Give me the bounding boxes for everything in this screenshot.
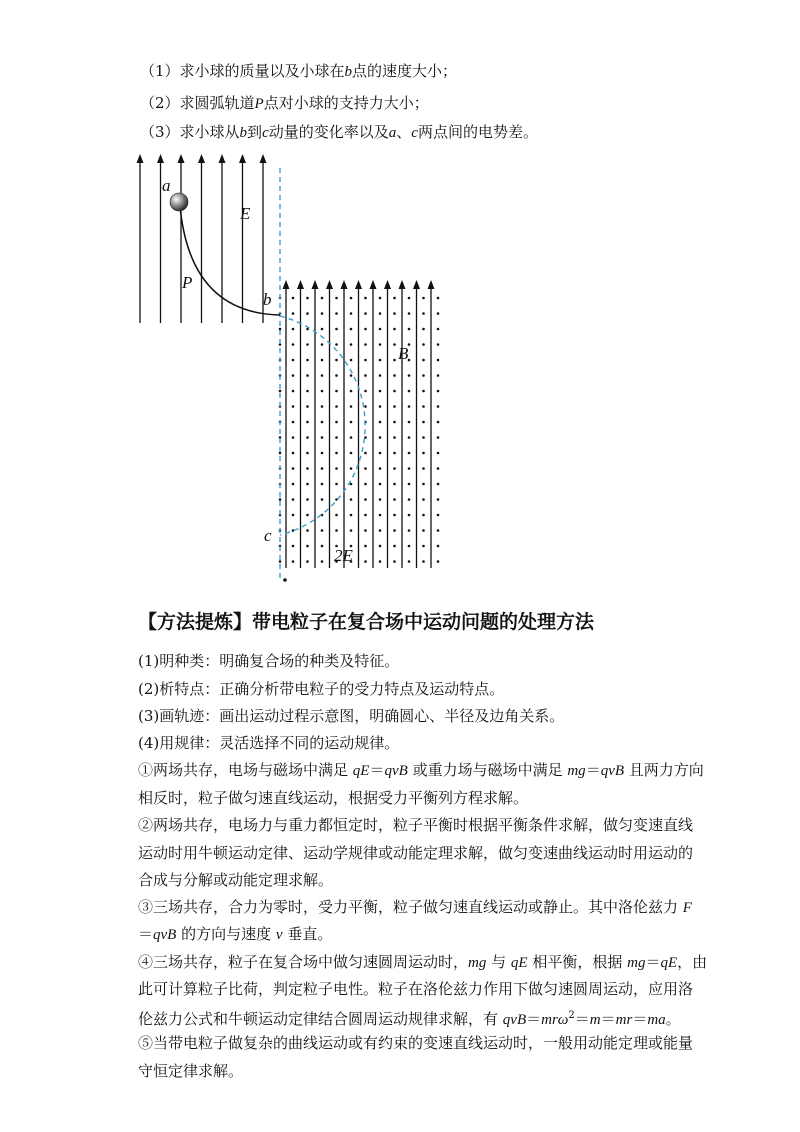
magnetic-dot <box>437 514 440 517</box>
magnetic-dot <box>335 359 338 362</box>
magnetic-dot <box>321 545 324 548</box>
arrowhead-icon <box>355 280 362 289</box>
magnetic-dot <box>292 405 295 408</box>
math-eq: ＝ <box>574 1010 590 1028</box>
magnetic-dot <box>292 359 295 362</box>
magnetic-dot <box>350 359 353 362</box>
magnetic-dot <box>364 529 367 532</box>
magnetic-dot <box>422 529 425 532</box>
magnetic-dot <box>379 390 382 393</box>
magnetic-dot <box>306 560 309 563</box>
label-a: a <box>162 176 171 195</box>
magnetic-dot <box>292 343 295 346</box>
q3-text-2: 到 <box>247 123 263 141</box>
magnetic-dot <box>306 359 309 362</box>
magnetic-dot <box>437 328 440 331</box>
magnetic-dot <box>306 374 309 377</box>
magnetic-dot <box>437 359 440 362</box>
ball <box>170 193 188 211</box>
magnetic-dot <box>393 560 396 563</box>
magnetic-dot <box>393 545 396 548</box>
magnetic-dot <box>335 529 338 532</box>
magnetic-dot <box>306 483 309 486</box>
magnetic-dot <box>306 436 309 439</box>
rule-4-line-2: 此可计算粒子比荷，判定粒子电性。粒子在洛伦兹力作用下做匀速圆周运动，应用洛 <box>138 980 694 998</box>
magnetic-dot <box>335 343 338 346</box>
math-m: m <box>589 1012 601 1028</box>
magnetic-dot <box>306 297 309 300</box>
magnetic-dot <box>335 514 338 517</box>
rule-5-line-2: 守恒定律求解。 <box>138 1062 244 1080</box>
magnetic-dot <box>379 498 382 501</box>
label-c: c <box>264 526 272 545</box>
math-eq: ＝ <box>526 1010 542 1028</box>
magnetic-dot <box>321 436 324 439</box>
magnetic-dot <box>422 405 425 408</box>
magnetic-dot <box>437 498 440 501</box>
q3-var-c2: c <box>411 125 418 141</box>
magnetic-dot <box>335 452 338 455</box>
magnetic-dot <box>408 390 411 393</box>
math-qE: qE <box>510 955 528 971</box>
rule-4-text-5: 伦兹力公式和牛顿运动定律结合圆周运动规律求解，有 <box>138 1010 503 1028</box>
math-qvB: qvB <box>153 927 177 943</box>
magnetic-dot <box>393 467 396 470</box>
q1-text-2: 点的速度大小； <box>352 62 458 80</box>
magnetic-dot <box>292 328 295 331</box>
method-step-2: (2)析特点：正确分析带电粒子的受力特点及运动特点。 <box>138 680 505 698</box>
magnetic-dot <box>321 328 324 331</box>
magnetic-dot <box>292 545 295 548</box>
magnetic-dot <box>393 483 396 486</box>
rule-2-line-2: 运动时用牛顿运动定律、运动学规律或动能定理求解，做匀变速曲线运动时用运动的 <box>138 844 694 862</box>
rule-5-line-1: ⑤当带电粒子做复杂的曲线运动或有约束的变速直线运动时，一般用动能定理或能量 <box>138 1034 694 1052</box>
label-E: E <box>240 204 251 223</box>
magnetic-dot <box>350 467 353 470</box>
magnetic-dot <box>408 529 411 532</box>
magnetic-dot <box>335 405 338 408</box>
magnetic-dot <box>422 359 425 362</box>
math-mg: mg <box>627 955 646 971</box>
magnetic-dot <box>422 374 425 377</box>
magnetic-dot <box>393 436 396 439</box>
math-v: v <box>275 927 283 943</box>
magnetic-dot <box>292 421 295 424</box>
magnetic-dot <box>422 452 425 455</box>
magnetic-dot <box>422 328 425 331</box>
magnetic-dot <box>350 343 353 346</box>
math-eq: ＝ <box>585 761 601 779</box>
arrowhead-icon <box>413 280 420 289</box>
magnetic-dot <box>292 514 295 517</box>
arrowhead-icon <box>178 154 185 163</box>
magnetic-dot <box>437 343 440 346</box>
math-superscript: 2 <box>568 1010 575 1021</box>
magnetic-dot <box>379 312 382 315</box>
math-mr: mr <box>615 1012 633 1028</box>
magnetic-dot <box>335 436 338 439</box>
q3-text: （3）求小球从 <box>140 123 240 141</box>
magnetic-dot <box>292 483 295 486</box>
magnetic-dot <box>306 343 309 346</box>
magnetic-dot <box>422 343 425 346</box>
arrowhead-icon <box>341 280 348 289</box>
magnetic-dot <box>393 529 396 532</box>
q3-var-a: a <box>388 125 397 141</box>
arrowhead-icon <box>326 280 333 289</box>
magnetic-dot <box>306 390 309 393</box>
rule-1-line-2: 相反时，粒子做匀速直线运动，根据受力平衡列方程求解。 <box>138 789 529 807</box>
magnetic-dot <box>306 545 309 548</box>
math-qvB: qvB <box>502 1012 527 1028</box>
magnetic-dot <box>437 390 440 393</box>
arrowhead-icon <box>283 280 290 289</box>
magnetic-dot <box>335 374 338 377</box>
question-3 <box>140 122 538 143</box>
magnetic-dot <box>306 312 309 315</box>
arrowhead-icon <box>157 154 164 163</box>
magnetic-dot <box>335 312 338 315</box>
magnetic-dot <box>437 467 440 470</box>
method-step-1: (1)明种类：明确复合场的种类及特征。 <box>138 652 400 670</box>
q2-text: （2）求圆弧轨道 <box>140 94 255 112</box>
magnetic-dot <box>321 467 324 470</box>
magnetic-dot <box>335 483 338 486</box>
arrowhead-icon <box>428 280 435 289</box>
magnetic-dot <box>393 421 396 424</box>
magnetic-dot <box>422 390 425 393</box>
magnetic-dot <box>379 328 382 331</box>
magnetic-dot <box>279 390 282 393</box>
magnetic-dot <box>408 374 411 377</box>
magnetic-dot <box>408 483 411 486</box>
magnetic-dot <box>292 467 295 470</box>
rule-1-line-1 <box>138 756 704 785</box>
rule-3-text-3: 垂直。 <box>282 925 333 943</box>
magnetic-dot <box>379 452 382 455</box>
magnetic-dot <box>393 390 396 393</box>
magnetic-dot <box>422 436 425 439</box>
magnetic-dot <box>350 405 353 408</box>
q3-var-c: c <box>262 125 269 141</box>
magnetic-dot <box>379 545 382 548</box>
magnetic-dot <box>408 452 411 455</box>
arrowhead-icon <box>239 154 246 163</box>
magnetic-dot <box>364 405 367 408</box>
math-mg: mg <box>468 955 487 971</box>
magnetic-dot <box>364 514 367 517</box>
arrowhead-icon <box>137 154 144 163</box>
magnetic-dot <box>422 297 425 300</box>
magnetic-dot <box>393 328 396 331</box>
electric-field-upper <box>137 154 267 323</box>
method-step-3: (3)画轨迹：画出运动过程示意图，明确圆心、半径及边角关系。 <box>138 707 565 725</box>
magnetic-dot <box>393 297 396 300</box>
magnetic-dot <box>279 498 282 501</box>
magnetic-dot <box>364 297 367 300</box>
magnetic-dot <box>279 452 282 455</box>
magnetic-dot <box>393 312 396 315</box>
magnetic-dot <box>350 328 353 331</box>
math-eq: ＝ <box>632 1010 648 1028</box>
math-qE: qE <box>660 955 678 971</box>
magnetic-dot <box>292 390 295 393</box>
magnetic-dot <box>393 374 396 377</box>
magnetic-dot <box>364 452 367 455</box>
magnetic-dot <box>350 390 353 393</box>
rule-4-text-4: ，由 <box>677 953 708 971</box>
math-eq: ＝ <box>138 925 154 943</box>
rule-3-text-2: 的方向与速度 <box>176 925 276 943</box>
magnetic-dot <box>364 545 367 548</box>
magnetic-dot <box>379 374 382 377</box>
magnetic-dot <box>364 343 367 346</box>
magnetic-dot <box>408 545 411 548</box>
magnetic-dot <box>350 436 353 439</box>
math-qvB: qvB <box>384 763 408 779</box>
arrowhead-icon <box>399 280 406 289</box>
math-ma: ma <box>647 1012 666 1028</box>
math-eq: ＝ <box>645 953 661 971</box>
magnetic-dot <box>379 297 382 300</box>
magnetic-dot <box>437 421 440 424</box>
magnetic-dot <box>379 514 382 517</box>
magnetic-dot <box>422 545 425 548</box>
magnetic-dot <box>393 343 396 346</box>
magnetic-dot <box>422 514 425 517</box>
magnetic-dot <box>379 483 382 486</box>
magnetic-dot <box>393 498 396 501</box>
magnetic-dot <box>292 560 295 563</box>
math-eq: ＝ <box>369 761 385 779</box>
rule-4-text: ④三场共存，粒子在复合场中做匀速圆周运动时， <box>138 953 469 971</box>
bottom-dot <box>283 578 287 582</box>
magnetic-dot <box>364 560 367 563</box>
magnetic-dot <box>422 421 425 424</box>
question-1 <box>140 61 457 82</box>
magnetic-dot <box>364 498 367 501</box>
label-b: b <box>263 290 272 309</box>
magnetic-dot <box>422 312 425 315</box>
magnetic-dot <box>364 328 367 331</box>
magnetic-dot <box>292 452 295 455</box>
q3-text-4: 两点间的电势差。 <box>417 123 538 141</box>
magnetic-dot <box>393 405 396 408</box>
magnetic-dot <box>279 560 282 563</box>
magnetic-dot <box>408 297 411 300</box>
magnetic-dot <box>306 405 309 408</box>
arrowhead-icon <box>312 280 319 289</box>
magnetic-dot <box>422 467 425 470</box>
magnetic-dot <box>379 359 382 362</box>
math-qvB: qvB <box>600 763 625 779</box>
magnetic-dot <box>350 452 353 455</box>
magnetic-dot <box>408 498 411 501</box>
magnetic-dot <box>408 514 411 517</box>
label-B: B <box>398 344 409 363</box>
magnetic-dot <box>379 343 382 346</box>
magnetic-dot <box>292 374 295 377</box>
magnetic-dot <box>408 560 411 563</box>
magnetic-dot <box>306 498 309 501</box>
magnetic-dot <box>321 390 324 393</box>
arrowhead-icon <box>370 280 377 289</box>
magnetic-dot <box>335 421 338 424</box>
magnetic-dot <box>364 467 367 470</box>
magnetic-dot <box>335 390 338 393</box>
rule-1-text: ①两场共存，电场与磁场中满足 <box>138 761 353 779</box>
rule-4-text-2: 与 <box>486 953 511 971</box>
magnetic-dot <box>364 312 367 315</box>
label-P: P <box>182 273 193 292</box>
math-F: F <box>682 900 692 916</box>
magnetic-dot <box>321 359 324 362</box>
magnetic-dot <box>408 467 411 470</box>
math-eq: ＝ <box>600 1010 616 1028</box>
magnetic-dot <box>321 452 324 455</box>
physics-figure <box>130 148 460 588</box>
rule-3-text: ③三场共存，合力为零时，受力平衡，粒子做匀速直线运动或静止。其中洛伦兹力 <box>138 898 683 916</box>
magnetic-dot <box>350 421 353 424</box>
magnetic-dot <box>321 343 324 346</box>
magnetic-dot <box>321 529 324 532</box>
magnetic-dot <box>437 405 440 408</box>
magnetic-dot <box>306 467 309 470</box>
q1-var: b <box>344 64 353 80</box>
magnetic-dot <box>350 374 353 377</box>
method-title: 【方法提炼】带电粒子在复合场中运动问题的处理方法 <box>138 611 595 633</box>
magnetic-dot <box>437 560 440 563</box>
magnetic-dot <box>292 312 295 315</box>
magnetic-dot <box>335 328 338 331</box>
magnetic-dot <box>350 514 353 517</box>
magnetic-dot <box>437 312 440 315</box>
label-2E: 2E <box>334 546 353 565</box>
rule-4-period: 。 <box>665 1010 681 1028</box>
q3-var-b: b <box>239 125 248 141</box>
magnetic-dot <box>408 436 411 439</box>
magnetic-dot <box>393 514 396 517</box>
magnetic-dot <box>364 359 367 362</box>
rule-2-line-1: ②两场共存，电场力与重力都恒定时，粒子平衡时根据平衡条件求解，做匀变速直线 <box>138 816 694 834</box>
magnetic-dot <box>364 374 367 377</box>
magnetic-dot <box>292 436 295 439</box>
magnetic-dot <box>422 560 425 563</box>
math-qE: qE <box>352 763 370 779</box>
magnetic-dot <box>364 483 367 486</box>
arrowhead-icon <box>219 154 226 163</box>
rule-3-line-1 <box>138 893 698 922</box>
rule-1-text-3: 且两力方向 <box>624 761 704 779</box>
magnetic-dot <box>422 498 425 501</box>
math-mg: mg <box>567 763 586 779</box>
q3-text-3: 动量的变化率以及 <box>268 123 389 141</box>
magnetic-dot <box>408 405 411 408</box>
magnetic-dot <box>321 560 324 563</box>
magnetic-dot <box>306 529 309 532</box>
magnetic-dot <box>306 421 309 424</box>
magnetic-dot <box>408 421 411 424</box>
magnetic-dot <box>437 374 440 377</box>
magnetic-dot <box>350 312 353 315</box>
magnetic-dot <box>350 297 353 300</box>
rule-2-line-3: 合成与分解或动能定理求解。 <box>138 871 334 889</box>
q1-text: （1）求小球的质量以及小球在 <box>140 62 345 80</box>
magnetic-dot <box>437 436 440 439</box>
rule-4-text-3: 相平衡，根据 <box>527 953 628 971</box>
q2-text-2: 点对小球的支持力大小； <box>263 94 429 112</box>
magnetic-dot <box>437 529 440 532</box>
magnetic-dot <box>292 498 295 501</box>
magnetic-dot <box>408 312 411 315</box>
arrowhead-icon <box>384 280 391 289</box>
rule-4-line-1 <box>138 948 708 977</box>
magnetic-dot <box>422 483 425 486</box>
magnetic-dot <box>350 529 353 532</box>
rule-1-text-2: 或重力场与磁场中满足 <box>407 761 568 779</box>
magnetic-dot <box>292 297 295 300</box>
magnetic-dot <box>321 483 324 486</box>
magnetic-dot <box>408 328 411 331</box>
arrowhead-icon <box>260 154 267 163</box>
magnetic-dot <box>279 328 282 331</box>
magnetic-dot <box>364 390 367 393</box>
magnetic-dot <box>306 514 309 517</box>
magnetic-dot <box>379 436 382 439</box>
magnetic-dot <box>379 529 382 532</box>
magnetic-dot <box>321 297 324 300</box>
magnetic-dot <box>379 560 382 563</box>
magnetic-dot <box>335 467 338 470</box>
question-2 <box>140 93 429 114</box>
magnetic-dot <box>437 483 440 486</box>
magnetic-dot <box>321 498 324 501</box>
magnetic-dot <box>379 467 382 470</box>
magnetic-dot <box>437 452 440 455</box>
magnetic-dot <box>437 545 440 548</box>
arrowhead-icon <box>198 154 205 163</box>
magnetic-dot <box>393 359 396 362</box>
magnetic-dot <box>393 452 396 455</box>
semicircle-trajectory <box>280 316 365 535</box>
math-mr-omega: mrω <box>541 1012 569 1028</box>
magnetic-dot <box>350 498 353 501</box>
q2-var: P <box>254 96 264 112</box>
q3-sep: 、 <box>396 123 412 141</box>
magnetic-dot <box>379 405 382 408</box>
magnetic-dot <box>306 452 309 455</box>
method-step-4: (4)用规律：灵活选择不同的运动规律。 <box>138 734 400 752</box>
arrowhead-icon <box>297 280 304 289</box>
magnetic-dot <box>321 312 324 315</box>
magnetic-dot <box>321 421 324 424</box>
rule-3-line-2 <box>138 920 698 949</box>
magnetic-dot <box>335 297 338 300</box>
magnetic-dot <box>321 405 324 408</box>
magnetic-dot <box>437 297 440 300</box>
magnetic-dot <box>321 374 324 377</box>
magnetic-dot <box>379 421 382 424</box>
